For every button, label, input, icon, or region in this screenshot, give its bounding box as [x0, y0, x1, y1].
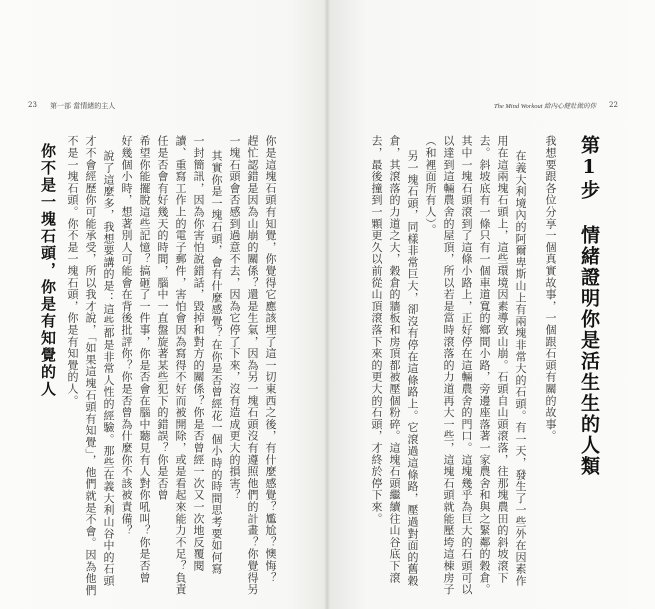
text-column: 讀、重寫工作上的電子郵件，害怕會因為寫得不好而被開除，或是看起來能力不足？負責 [174, 135, 187, 596]
text-column: 趕忙認錯是因為山崩的關係？還是生氣，因為另一塊石頭沒有遵照他們的計畫？你覺得另 [246, 135, 259, 596]
text-column: 以達到這輛農舍的屋頂，所以若是當時滾落的力道再大一些，這塊石頭就能壓垮這棟房子 [442, 135, 455, 596]
book-gutter [324, 0, 330, 609]
text-column: 另一塊石頭，同樣非常巨大，卻沒有停在這條路上。它滾過這條路，壓過對面的舊穀 [406, 150, 419, 587]
text-column: 去，最後撞到一顆更久以前從山頂滾落下來的更大的石頭，才終於停下來。 [370, 135, 383, 525]
text-column: 去。斜坡底有一條只有一個車道寬的鄉間小路，旁邊座落著一家農舍和與之緊鄰的穀倉。 [478, 135, 491, 596]
section-subtitle: 你不是一塊石頭，你是有知覺的人 [39, 143, 57, 398]
text-column: 任是否會有好幾天的時間，腦中一直盤旋著某些犯下的錯誤？你是否曾 [156, 135, 169, 501]
text-column: 希望你能擺脫這些記憶？搞砸了一件事，你是否會在腦中聽見有人對你吼叫？你是否曾 [138, 135, 151, 584]
text-column: 不是一塊石頭。你不是一塊石頭，你是有知覺的人。 [66, 135, 79, 407]
text-column: 我想要跟各位分享一個真實故事，一個跟石頭有關的故事。 [544, 135, 557, 442]
text-column: 說了這麼多，我想要講的是：這些都是非常人性的經驗。那些在義大利山谷中的石頭 [102, 150, 115, 587]
text-column: 在義大利境內的阿爾卑斯山上有兩塊非常大的石頭。有一天，發生了一些外在因素作 [514, 150, 527, 587]
text-column: 你是這塊石頭有知覺，你覺得它應該埋了這一切東西之後，有什麼感覺？尷尬？懊悔？ [264, 135, 277, 584]
text-column: 才不會經歷你可能承受，所以我才說，「如果這塊石頭有知覺」，他們就是不會。因為他們 [84, 135, 97, 596]
left-page-number: 23 [28, 101, 37, 109]
left-running-header: 第一部 當情緒的主人 [50, 102, 116, 110]
right-page-number: 22 [609, 101, 618, 109]
text-column: 倉，其滾落的力道之大，穀倉的牆板和房頂都被壓個粉碎。這塊石頭繼續往山谷底下滾 [388, 135, 401, 584]
text-column: 其中一塊石頭滾到了這條小路上，正好停在這輛農舍的門口。這塊幾乎為巨大的石頭可以 [460, 135, 473, 596]
text-column: 用在這兩塊石頭上，這些環境因素導致山崩。石頭自山頭滾落，往那塊農田的斜坡滾下 [496, 135, 509, 584]
text-column: 好幾個小時，想著別人可能會在背後批評你？你是否曾為什麼你不該被責備？ [120, 135, 133, 537]
text-column: 一塊石頭會否感到過意不去，因為它停了下來，沒有造成更大的損害？ [228, 135, 241, 501]
text-column: （和裡面所有人）。 [424, 135, 437, 236]
text-column: 一封簡訊，因為你害怕說錯話，毀掉和對方的關係？你是否曾經一次又一次地反覆閱 [192, 135, 205, 572]
chapter-title: 第1步 情緒證明你是活生生的人類 [578, 135, 600, 477]
right-running-header: The Mind Workout 給內心健壯做的你 [494, 103, 597, 110]
text-column: 其實你是一塊石頭，會有什麼感覺？在你是否曾經花一個小時的時間思考要如何寫 [210, 150, 223, 575]
